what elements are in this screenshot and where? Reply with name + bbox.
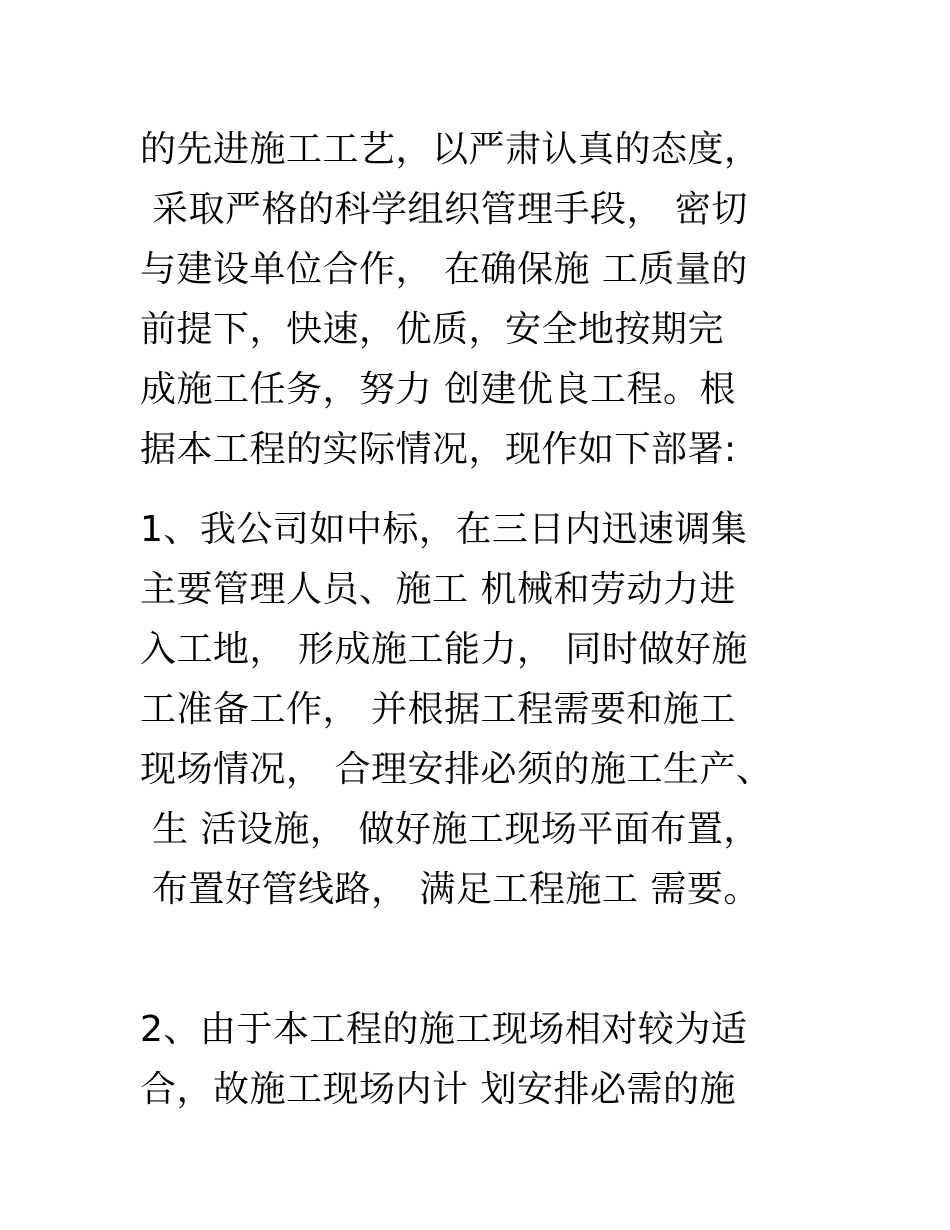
text-line: 与建设单位合作， 在确保施 工质量的 [140,249,748,290]
text-line: 据本工程的实际情况，现作如下部署: [140,429,737,470]
text-line: 生 活设施， 做好施工现场平面布置， [140,809,760,850]
text-line: 入工地， 形成施工能力， 同时做好施 [140,629,748,670]
text-line: 主要管理人员、施工 机械和劳动力进 [140,569,736,610]
text-line: 2、由于本工程的施工现场相对较为适 [140,1009,748,1050]
text-line: 的先进施工工艺，以严肃认真的态度， [140,129,761,170]
text-line: 工准备工作， 并根据工程需要和施工 [140,689,736,730]
text-line: 布置好管线路， 满足工程施工 需要。 [140,869,760,910]
text-line: 前提下，快速，优质，安全地按期完 [140,309,725,350]
text-line: 采取严格的科学组织管理手段， 密切 [140,189,748,230]
text-line: 合，故施工现场内计 划安排必需的施 [140,1069,736,1110]
text-line: 1、我公司如中标，在三日内迅速调集 [140,509,748,550]
text-line: 成施工任务，努力 创建优良工程。根 [140,369,736,410]
text-line: 现场情况， 合理安排必须的施工生产、 [140,749,773,790]
